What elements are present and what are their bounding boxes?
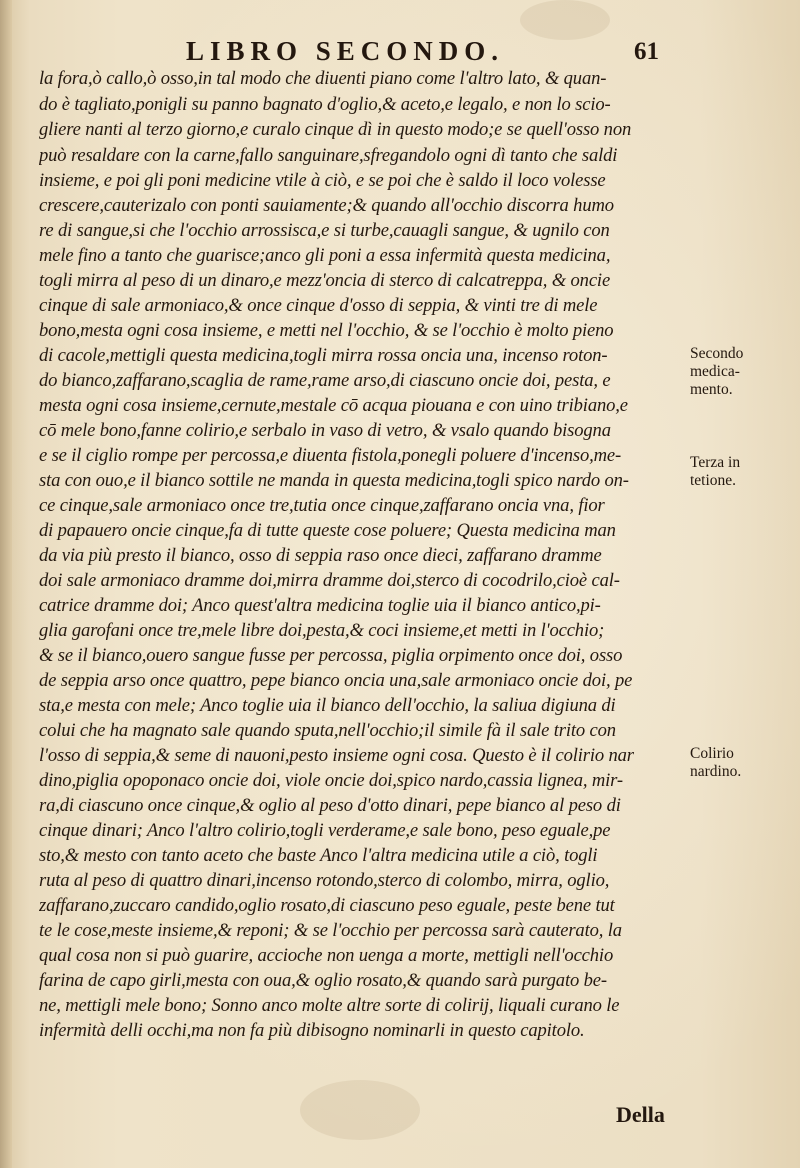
margin-note-line: Colirio: [690, 745, 734, 762]
text-line: da via più presto il bianco, osso di seppia raso once dieci, zaffarano dramme: [39, 545, 602, 566]
text-line: catrice dramme doi; Anco quest'altra medicina toglie uia il bianco antico,pi-: [39, 595, 601, 616]
text-line: di cacole,mettigli questa medicina,togli mirra rossa oncia una, incenso roton-: [39, 345, 608, 366]
text-line: de seppia arso once quattro, pepe bianco oncia una,sale armoniaco oncie doi, pe: [39, 670, 633, 691]
text-line: gliere nanti al terzo giorno,e curalo cinque dì in questo modo;e se quell'osso non: [39, 119, 632, 140]
margin-note-line: Secondo: [690, 345, 744, 362]
text-line: dino,piglia opoponaco oncie doi, viole oncie doi,spico nardo,cassia lignea, mir-: [39, 770, 623, 791]
text-line: sto,& mesto con tanto aceto che baste Anco l'altra medicina utile a ciò, togli: [39, 845, 598, 866]
text-line: bono,mesta ogni cosa insieme, e metti nel l'occhio, & se l'occhio è molto pieno: [39, 320, 614, 341]
margin-note-line: nardino.: [690, 763, 742, 780]
text-line: cinque dinari; Anco l'altro colirio,togli verderame,e sale bono, peso eguale,pe: [39, 820, 611, 841]
text-line: togli mirra al peso di un dinaro,e mezz'oncia di sterco di calcatreppa, & oncie: [39, 270, 611, 291]
margin-note-line: Terza in: [690, 454, 741, 471]
running-title: LIBRO SECONDO.: [186, 36, 505, 66]
text-line: cinque di sale armoniaco,& once cinque d'osso di seppia, & vinti tre di mele: [39, 295, 598, 316]
text-line: sta,e mesta con mele; Anco toglie uia il bianco dell'occhio, la saliua digiuna di: [39, 695, 616, 716]
margin-note-terza-intentione: [690, 454, 798, 490]
margin-note-secondo-medicamento: [690, 345, 798, 399]
text-line: mele fino a tanto che guarisce;anco gli poni a essa infermità questa medicina,: [39, 245, 611, 266]
text-line: zaffarano,zuccaro candido,oglio rosato,di ciascuno peso eguale, peste bene tut: [39, 895, 615, 916]
text-line: insieme, e poi gli poni medicine vtile à ciò, e se poi che è saldo il loco volesse: [39, 170, 606, 191]
text-line: farina de capo girli,mesta con oua,& oglio rosato,& quando sarà purgato be-: [39, 970, 607, 991]
text-line: mesta ogni cosa insieme,cernute,mestale cō acqua piouana e con uino tribiano,e: [39, 395, 628, 416]
text-line: glia garofani once tre,mele libre doi,pesta,& coci insieme,et metti in l'occhio;: [39, 620, 605, 641]
text-line: do è tagliato,ponigli su panno bagnato d'oglio,& aceto,e legalo, e non lo scio-: [39, 94, 611, 115]
text-line: e se il ciglio rompe per percossa,e diuenta fistola,ponegli poluere d'incenso,me-: [39, 445, 622, 466]
text-line: colui che ha magnato sale quando sputa,nell'occhio;il simile fà il sale trito con: [39, 720, 616, 741]
text-line: & se il bianco,ouero sangue fusse per percossa, piglia orpimento once doi, osso: [39, 645, 623, 666]
text-line: ne, mettigli mele bono; Sonno anco molte altre sorte di colirij, liquali curano le: [39, 995, 620, 1016]
margin-note-colirio-nardino: [690, 745, 798, 781]
margin-note-line: mento.: [690, 381, 733, 398]
text-line: l'osso di seppia,& seme di nauoni,pesto insieme ogni cosa. Questo è il colirio nar: [39, 745, 634, 766]
text-line: la fora,ò callo,ò osso,in tal modo che diuenti piano come l'altro lato, & quan-: [39, 68, 607, 89]
text-line: sta con ouo,e il bianco sottile ne manda in questa medicina,togli spico nardo on-: [39, 470, 629, 491]
text-line: ce cinque,sale armoniaco once tre,tutia once cinque,zaffarano oncia vna, fior: [39, 495, 605, 516]
margin-note-line: medica-: [690, 363, 740, 380]
text-line: ra,di ciascuno once cinque,& oglio al peso d'otto dinari, pepe bianco al peso di: [39, 795, 621, 816]
text-line: doi sale armoniaco dramme doi,mirra dramme doi,sterco di cocodrilo,cioè cal-: [39, 570, 620, 591]
text-line: di papauero oncie cinque,fa di tutte queste cose poluere; Questa medicina man: [39, 520, 616, 541]
catchword: Della: [616, 1102, 665, 1127]
text-line: re di sangue,si che l'occhio arrossisca,e si turbe,cauagli sangue, & ugnilo con: [39, 220, 610, 241]
text-line: può resaldare con la carne,fallo sanguinare,sfregandolo ogni dì tanto che saldi: [39, 145, 618, 166]
text-line: infermità delli occhi,ma non fa più dibisogno nominarli in questo capitolo.: [39, 1020, 585, 1041]
text-line: do bianco,zaffarano,scaglia de rame,rame arso,di ciascuno oncie doi, pesta, e: [39, 370, 611, 391]
text-line: qual cosa non si può guarire, accioche non uenga a morte, mettigli nell'occhio: [39, 945, 614, 966]
text-line: cō mele bono,fanne colirio,e serbalo in vaso di vetro, & vsalo quando bisogna: [39, 420, 611, 441]
text-line: crescere,cauterizalo con ponti sauiamente;& quando all'occhio discorra humo: [39, 195, 614, 216]
margin-note-line: tetione.: [690, 472, 737, 489]
text-line: ruta al peso di quattro dinari,incenso rotondo,sterco di colombo, mirra, oglio,: [39, 870, 610, 891]
text-line: te le cose,meste insieme,& reponi; & se l'occhio per percossa sarà cauterato, la: [39, 920, 622, 941]
page-number: 61: [634, 38, 659, 65]
